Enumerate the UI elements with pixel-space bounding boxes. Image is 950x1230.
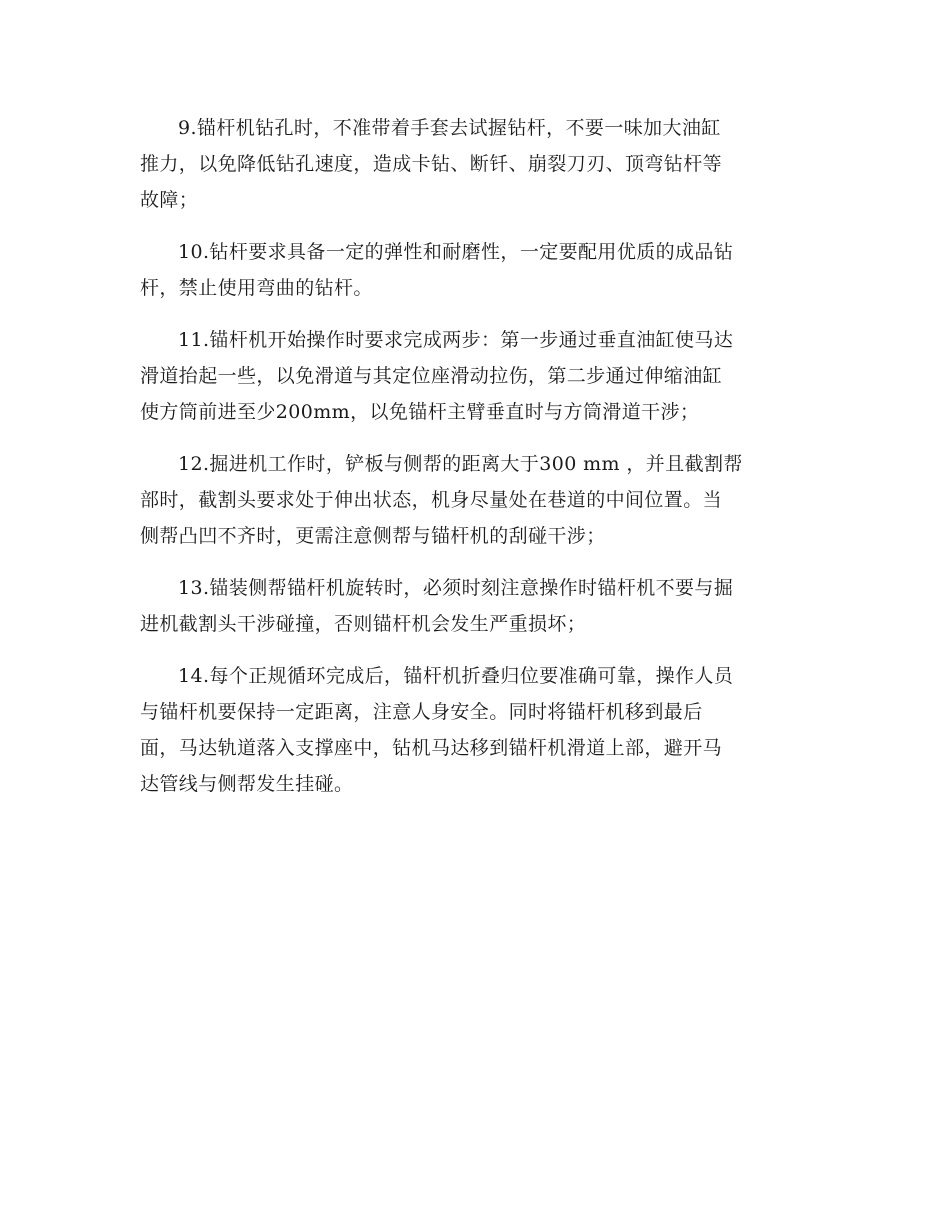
text-line: 11.锚杆机开始操作时要求完成两步：第一步通过垂直油缸使马达 [178, 329, 734, 351]
text-line: 侧帮凸凹不齐时，更需注意侧帮与锚杆机的刮碰干涉； [140, 525, 606, 547]
paragraph-item-13 [140, 570, 805, 642]
text-line: 杆，禁止使用弯曲的钻杆。 [140, 277, 373, 299]
paragraph-item-12 [140, 446, 805, 554]
paragraph-item-14 [140, 658, 805, 802]
text-line: 部时，截割头要求处于伸出状态，机身尽量处在巷道的中间位置。当 [140, 489, 723, 511]
text-line: 13.锚装侧帮锚杆机旋转时，必须时刻注意操作时锚杆机不要与掘 [178, 577, 734, 599]
text-line: 使方筒前进至少200mm，以免锚杆主臂垂直时与方筒滑道干涉； [140, 401, 700, 423]
text-line: 12.掘进机工作时，铲板与侧帮的距离大于300 mm ，并且截割帮 [178, 453, 743, 475]
text-line: 滑道抬起一些，以免滑道与其定位座滑动拉伤，第二步通过伸缩油缸 [140, 365, 723, 387]
paragraph-item-10 [140, 234, 805, 306]
text-line: 故障； [140, 189, 199, 211]
text-line: 9.锚杆机钻孔时，不准带着手套去试握钻杆，不要一味加大油缸 [178, 117, 721, 139]
text-line: 10.钻杆要求具备一定的弹性和耐磨性，一定要配用优质的成品钻 [178, 241, 734, 263]
text-line: 14.每个正规循环完成后，锚杆机折叠归位要准确可靠，操作人员 [178, 665, 734, 687]
text-line: 与锚杆机要保持一定距离，注意人身安全。同时将锚杆机移到最后 [140, 701, 703, 723]
paragraph-item-9 [140, 110, 805, 218]
text-line: 面，马达轨道落入支撑座中，钻机马达移到锚杆机滑道上部，避开马 [140, 737, 723, 759]
text-line: 达管线与侧帮发生挂碰。 [140, 773, 354, 795]
text-line: 进机截割头干涉碰撞，否则锚杆机会发生严重损坏； [140, 613, 587, 635]
document-body [140, 110, 805, 818]
paragraph-item-11 [140, 322, 805, 430]
text-line: 推力，以免降低钻孔速度，造成卡钻、断钎、崩裂刀刃、顶弯钻杆等 [140, 153, 723, 175]
